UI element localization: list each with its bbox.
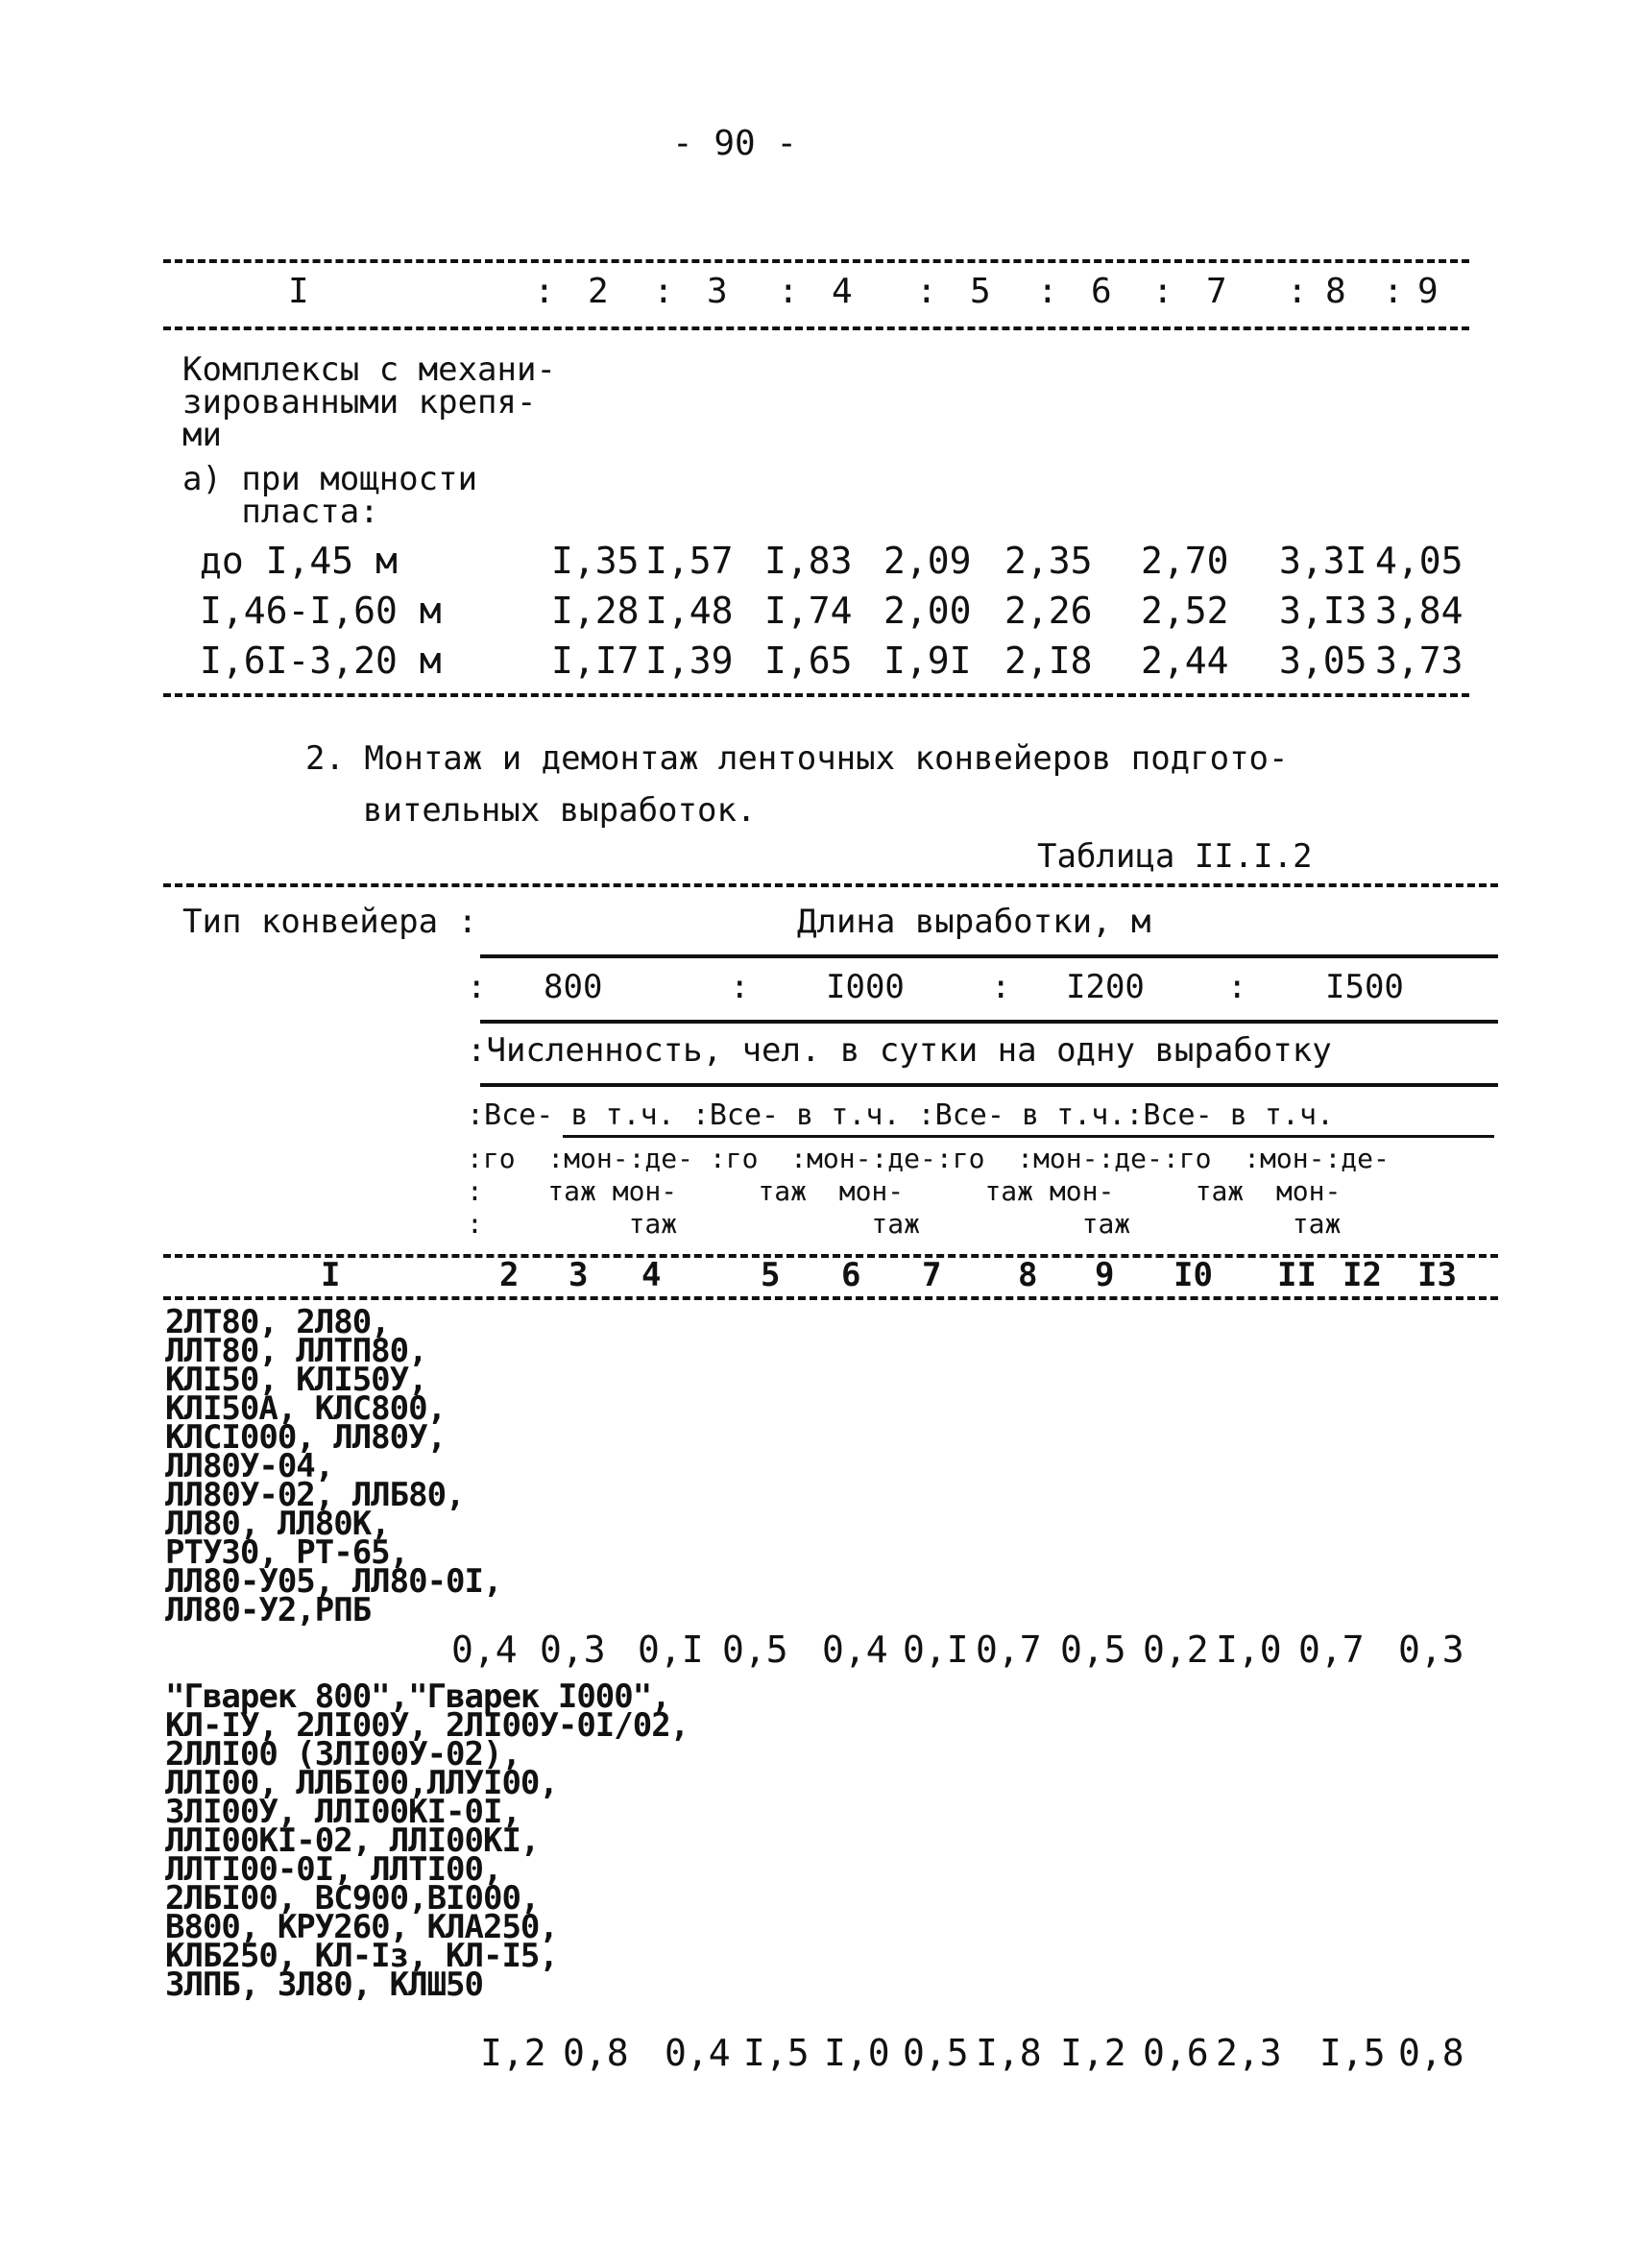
group1-list-item: 2ЛТ80, 2Л80, [165, 1303, 390, 1341]
group1-value: 0,5 [722, 1629, 788, 1671]
table1-cell: I,39 [645, 639, 734, 682]
group1-list-item: ЛЛ80, ЛЛ80К, [165, 1505, 390, 1543]
table1-cell: I,I7 [551, 639, 640, 682]
table1-cell: 2,44 [1141, 639, 1229, 682]
group1-value: 0,2 [1143, 1629, 1209, 1671]
group2-value: I,8 [976, 2032, 1042, 2074]
table2-subheader-underline [563, 1135, 1494, 1138]
table2-column-number: I0 [1173, 1256, 1213, 1294]
table2-length-value: I500 [1325, 968, 1404, 1006]
table1-row-label: I,46-I,60 м [200, 590, 442, 632]
table1-bottom-rule [163, 693, 1469, 697]
table2-column-number: 5 [761, 1256, 781, 1294]
group1-list-item: ЛЛ80У-04, [165, 1447, 334, 1485]
table1-cell: 2,00 [883, 590, 972, 632]
group2-value: 0,4 [665, 2032, 731, 2074]
group2-value: I,0 [824, 2032, 890, 2074]
group2-value: 0,5 [903, 2032, 969, 2074]
table1-header-cell: 6 [1091, 272, 1112, 311]
table1-cell: 2,09 [883, 540, 972, 582]
table1-cell: I,65 [764, 639, 853, 682]
table1-cell: 3,3I [1279, 540, 1367, 582]
table1-cell: I,48 [645, 590, 734, 632]
group1-conveyor-list [165, 1303, 502, 1629]
table1-header-rule [163, 326, 1469, 330]
group2-value: 0,8 [563, 2032, 629, 2074]
table1-header-cell: I [288, 272, 309, 311]
group2-value: I,2 [480, 2032, 546, 2074]
table2-subheader-line3: : таж мон- таж мон- таж мон- таж мон- [467, 1175, 1342, 1207]
table2-column-number: 4 [641, 1256, 662, 1294]
table2-column-number: 3 [568, 1256, 589, 1294]
group2-list-item: В800, КРУ260, КЛА250, [165, 1908, 558, 1946]
table2-subheader-line1: :Все- в т.ч. :Все- в т.ч. :Все- в т.ч.:Все- в т.ч. [467, 1098, 1335, 1132]
table2-column-number: I2 [1343, 1256, 1382, 1294]
group2-value: I,2 [1060, 2032, 1126, 2074]
table2-numbers-header: :Численность, чел. в сутки на одну выработку [467, 1031, 1332, 1070]
table2-length-separator: : [991, 968, 1011, 1006]
group2-value: 2,3 [1216, 2032, 1282, 2074]
group1-value: 0,I [638, 1629, 704, 1671]
table2-column-number: 2 [499, 1256, 520, 1294]
table1-row-label: I,6I-3,20 м [200, 639, 442, 682]
table1-header-cell: : [653, 272, 674, 311]
page-number: - 90 - [672, 124, 798, 163]
table2-top-rule [163, 883, 1498, 887]
group1-value: 0,5 [1060, 1629, 1126, 1671]
group2-conveyor-list [165, 1677, 689, 2004]
table1-header-cell: : [778, 272, 799, 311]
table2-subheader-line4: : таж таж таж таж [467, 1208, 1342, 1240]
table1-cell: 3,73 [1375, 639, 1464, 682]
group1-value: 0,7 [1298, 1629, 1365, 1671]
table1-cell: 3,05 [1279, 639, 1367, 682]
group2-list-item: 3ЛI00У, ЛЛI00КI-0I, [165, 1793, 520, 1831]
table1-top-rule [163, 259, 1469, 263]
table1-cell: 3,I3 [1279, 590, 1367, 632]
group2-list-item: КЛБ250, КЛ-Iз, КЛ-I5, [165, 1937, 558, 1975]
group2-list-item: ЛЛТI00-0I, ЛЛТI00, [165, 1850, 502, 1889]
table2-column-number: II [1277, 1256, 1317, 1294]
table1-cell: 2,26 [1004, 590, 1093, 632]
section2-heading-line1: 2. Монтаж и демонтаж ленточных конвейеров подгото- [305, 739, 1289, 778]
table2-column-number: 7 [922, 1256, 942, 1294]
group1-list-item: ЛЛ80У-02, ЛЛБ80, [165, 1476, 465, 1514]
table1-header-cell: 7 [1206, 272, 1227, 311]
group2-value: I,5 [1319, 2032, 1386, 2074]
table2-length-value: I200 [1066, 968, 1145, 1006]
group2-list-item: "Гварек 800","Гварек I000", [165, 1677, 670, 1716]
table1-cell: 2,70 [1141, 540, 1229, 582]
group1-list-item: КЛI50, КЛI50У, [165, 1361, 427, 1399]
table1-header-cell: : [1287, 272, 1308, 311]
table1-header-cell: : [1152, 272, 1173, 311]
table1-cell: I,35 [551, 540, 640, 582]
group1-value: 0,3 [540, 1629, 606, 1671]
table1-header-cell: 2 [588, 272, 609, 311]
table2-column-number: I [321, 1256, 341, 1294]
table1-cell: 3,84 [1375, 590, 1464, 632]
group2-list-item: 2ЛЛI00 (3ЛI00У-02), [165, 1735, 520, 1773]
table1-cell: 2,52 [1141, 590, 1229, 632]
group1-value: 0,7 [976, 1629, 1042, 1671]
table2-length-header: Длина выработки, м [797, 903, 1151, 941]
table2-length-separator: : [1227, 968, 1247, 1006]
table2-rule-2 [480, 1020, 1498, 1024]
table2-rule-3 [480, 1083, 1498, 1087]
table2-rule-1 [480, 954, 1498, 958]
table1-header-cell: 8 [1325, 272, 1346, 311]
section2-heading-line2: вительных выработок. [363, 791, 757, 830]
table1-cell: 2,35 [1004, 540, 1093, 582]
table1-cell: I,9I [883, 639, 972, 682]
table2-colnum-bottom-rule [163, 1296, 1498, 1300]
group1-value: 0,4 [451, 1629, 518, 1671]
table1-cell: I,83 [764, 540, 853, 582]
table1-cell: 2,I8 [1004, 639, 1093, 682]
table2-lengths-prefix: : [467, 968, 487, 1006]
group2-value: 0,8 [1398, 2032, 1464, 2074]
group2-list-item: КЛ-IУ, 2ЛI00У, 2ЛI00У-0I/02, [165, 1706, 689, 1745]
group1-list-item: РТУ30, РТ-65, [165, 1533, 409, 1572]
table2-subheader-line2: :го :мон-:де- :го :мон-:де-:го :мон-:де-:го :мон-:де- [467, 1143, 1390, 1174]
group2-value: 0,6 [1143, 2032, 1209, 2074]
table1-cell: I,28 [551, 590, 640, 632]
table1-cell: 4,05 [1375, 540, 1464, 582]
table1-header-cell: : [916, 272, 937, 311]
table1-header-cell: : [1037, 272, 1058, 311]
table1-header-cell: 9 [1417, 272, 1439, 311]
group1-list-item: ЛЛ80-У05, ЛЛ80-0I, [165, 1562, 502, 1601]
table1-header-cell: 3 [707, 272, 728, 311]
group2-value: I,5 [743, 2032, 810, 2074]
table-caption: Таблица II.I.2 [1037, 837, 1313, 876]
group1-list-item: ЛЛ80-У2,РПБ [165, 1591, 372, 1629]
group2-list-item: ЛЛI00КI-02, ЛЛI00КI, [165, 1822, 540, 1860]
group1-list-item: ЛЛТ80, ЛЛТП80, [165, 1332, 427, 1370]
table1-section-title: Комплексы с механи- зированными крепя- ми [182, 350, 556, 454]
group2-list-item: 3ЛПБ, 3Л80, КЛШ50 [165, 1966, 483, 2004]
table2-column-number: 6 [841, 1256, 861, 1294]
table2-length-value: 800 [544, 968, 603, 1006]
table1-cell: I,57 [645, 540, 734, 582]
group1-list-item: КЛI50А, КЛС800, [165, 1389, 447, 1428]
group1-value: 0,I [903, 1629, 969, 1671]
group2-list-item: 2ЛБI00, ВС900,ВI000, [165, 1879, 540, 1918]
table2-length-separator: : [730, 968, 750, 1006]
table1-header-cell: 5 [970, 272, 991, 311]
table2-column-number: 9 [1095, 1256, 1115, 1294]
group1-value: 0,3 [1398, 1629, 1464, 1671]
group2-list-item: ЛЛI00, ЛЛБI00,ЛЛУI00, [165, 1764, 558, 1802]
group1-list-item: КЛСI000, ЛЛ80У, [165, 1418, 447, 1457]
group1-value: 0,4 [822, 1629, 888, 1671]
table1-header-cell: : [534, 272, 555, 311]
table1-row-label: до I,45 м [200, 540, 398, 582]
table1-header-cell: 4 [832, 272, 853, 311]
table2-col-type-header: Тип конвейера : [182, 903, 478, 941]
table2-column-number: 8 [1018, 1256, 1038, 1294]
table2-length-value: I000 [826, 968, 905, 1006]
group1-value: I,0 [1216, 1629, 1282, 1671]
table1-cell: I,74 [764, 590, 853, 632]
table2-column-number: I3 [1417, 1256, 1457, 1294]
table1-header-cell: : [1383, 272, 1404, 311]
table1-subsection: а) при мощности пласта: [182, 460, 478, 531]
